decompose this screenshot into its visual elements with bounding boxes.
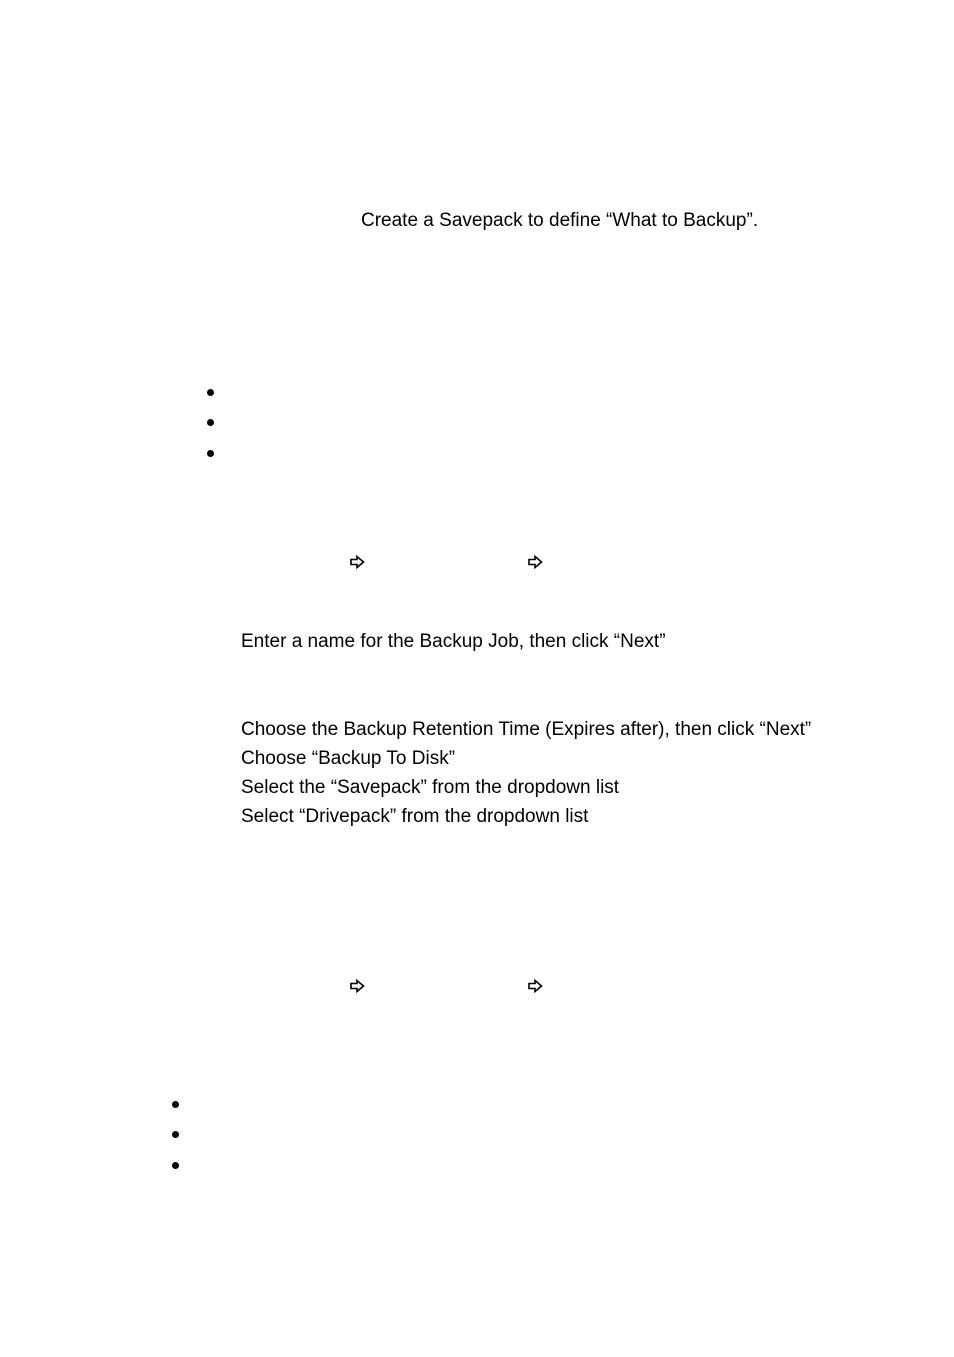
bullet-icon (172, 1101, 179, 1108)
bullet-icon (207, 450, 214, 457)
right-arrow-icon (528, 979, 543, 993)
right-arrow-icon (350, 979, 365, 993)
intro-text: Create a Savepack to define “What to Backup”. (361, 210, 759, 231)
step-select-savepack: Select the “Savepack” from the dropdown list (241, 777, 620, 798)
bullet-icon (172, 1131, 179, 1138)
bullet-icon (172, 1162, 179, 1169)
step-enter-name: Enter a name for the Backup Job, then click “Next” (241, 631, 666, 652)
step-retention: Choose the Backup Retention Time (Expires after), then click “Next” (241, 719, 812, 740)
step-backup-to-disk: Choose “Backup To Disk” (241, 748, 456, 769)
bullet-icon (207, 419, 214, 426)
step-select-drivepack: Select “Drivepack” from the dropdown list (241, 806, 589, 827)
right-arrow-icon (528, 555, 543, 569)
right-arrow-icon (350, 555, 365, 569)
bullet-icon (207, 389, 214, 396)
